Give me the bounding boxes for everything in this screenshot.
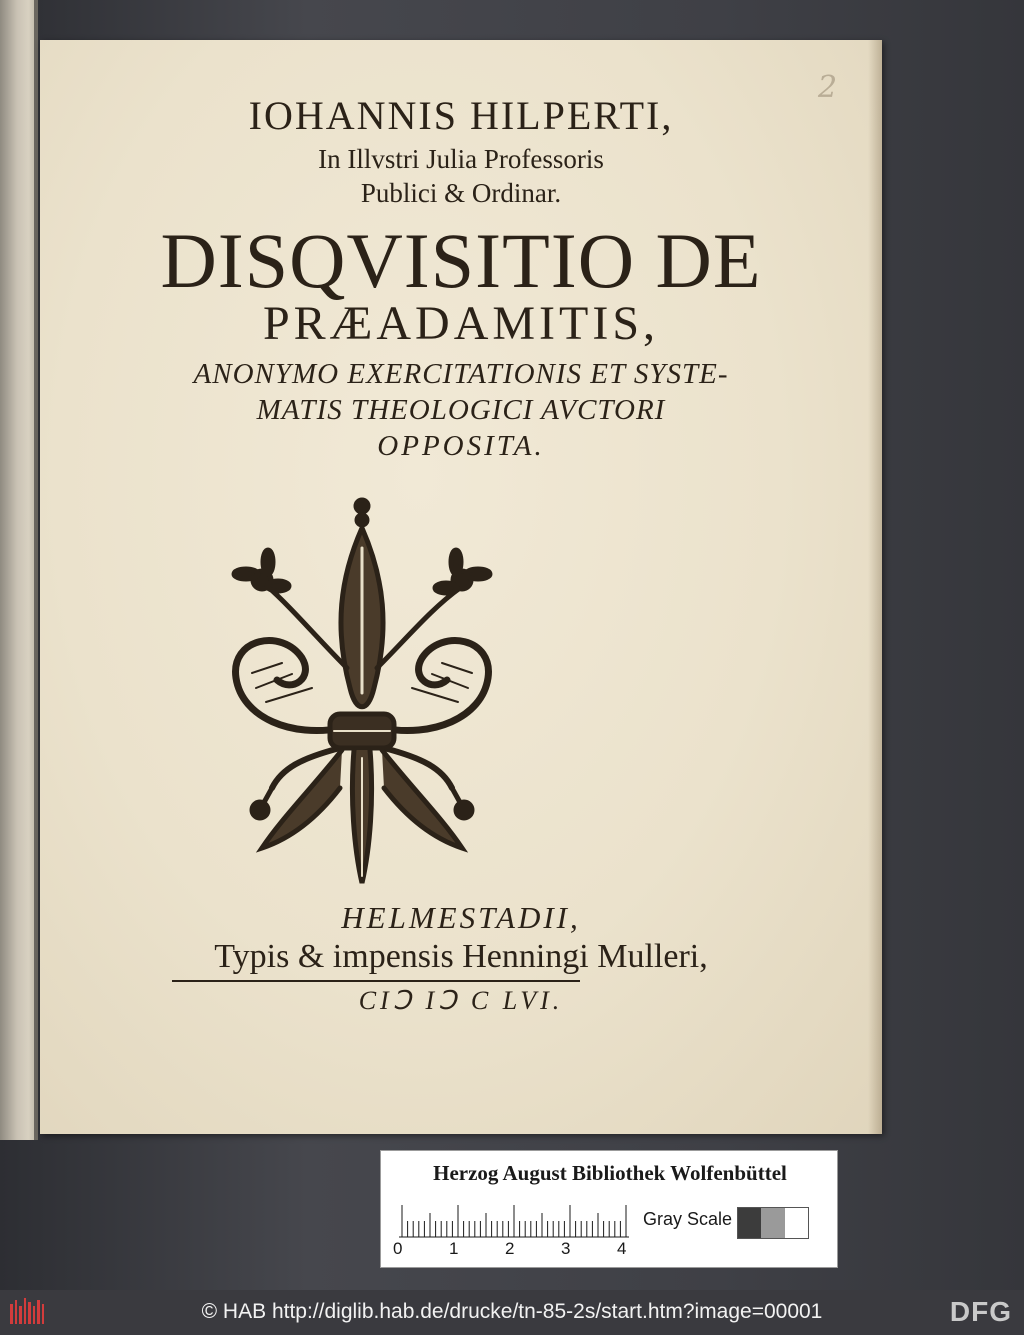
fleur-de-lis-ornament-icon <box>222 488 502 888</box>
ruler-scale <box>399 1199 631 1239</box>
color-scale-card <box>380 1150 838 1268</box>
gray-scale-label: Gray Scale <box>643 1209 733 1229</box>
author-position-line-1: In Illvstri Julia Professoris <box>318 144 604 174</box>
gray-swatch <box>738 1208 761 1238</box>
viewer-footer <box>0 1290 1024 1335</box>
gray-scale-swatches <box>737 1207 809 1239</box>
dedication-line-3: OPPOSITA. <box>377 430 545 462</box>
ruler-number: 3 <box>561 1239 571 1258</box>
footer-credit-link[interactable]: © HAB http://diglib.hab.de/drucke/tn-85-2s/start.htm?image=00001 <box>201 1300 823 1323</box>
card-library-name: Herzog August Bibliothek Wolfenbüttel <box>433 1161 787 1185</box>
dfg-logo[interactable]: DFG <box>949 1296 1012 1327</box>
facing-page-edge <box>0 0 38 1140</box>
imprint-place: HELMESTADII, <box>341 900 581 935</box>
author-line: IOHANNIS HILPERTI, <box>248 93 674 138</box>
ruler-number: 4 <box>617 1239 627 1258</box>
ruler-numbers <box>393 1239 633 1263</box>
dedication-line-1: ANONYMO EXERCITATIONIS ET SYSTE- <box>193 358 729 390</box>
pencil-folio-mark: 2 <box>818 70 838 105</box>
main-title-line-1: DISQVISITIO DE <box>160 217 762 304</box>
ruler-number: 1 <box>449 1239 459 1258</box>
gray-swatch <box>761 1208 784 1238</box>
imprint-rule <box>172 980 580 982</box>
ruler-number: 0 <box>393 1239 403 1258</box>
author-position-line-2: Publici & Ordinar. <box>360 178 562 208</box>
main-title-line-2: PRÆADAMITIS, <box>262 297 660 350</box>
dedication-line-2: MATIS THEOLOGICI AVCTORI <box>256 394 666 426</box>
gray-swatch <box>785 1208 808 1238</box>
title-page <box>40 40 882 1134</box>
imprint-printer: Typis & impensis Henningi Mulleri, <box>214 938 708 975</box>
ruler-number: 2 <box>505 1239 515 1258</box>
imprint-date: CIↃ IↃ C LVI. <box>358 986 564 1015</box>
